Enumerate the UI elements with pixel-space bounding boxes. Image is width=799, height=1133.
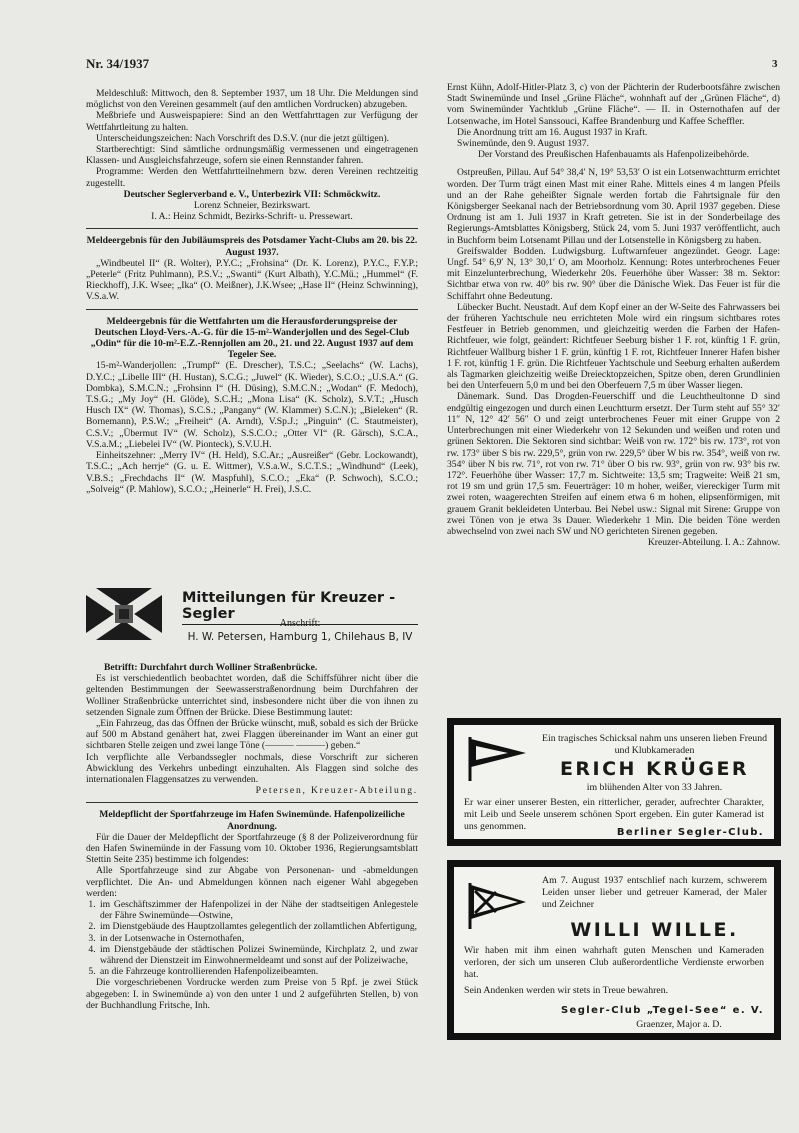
section-heading: Betrifft: Durchfahrt durch Wolliner Straßenbrücke. bbox=[104, 662, 318, 673]
office-list bbox=[86, 899, 418, 977]
section-heading: Meldeergebnis für die Wettfahrten um die Herausforderungspreise der Deutschen Lloyd-Vers.-A.-G. für die 15-m²-Wanderjollen und des Segel-Club „Odin“ für die 10-m²-E.Z.-Rennjollen am 20., 21. und 22. August 1937 auf dem Tegeler See. bbox=[90, 315, 414, 361]
signature-line: I. A.: Heinz Schmidt, Bezirks-Schrift- u. Pressewart. bbox=[151, 211, 353, 223]
paragraph: Unterscheidungszeichen: Nach Vorschrift des D.S.V. (nur die jetzt gültigen). bbox=[96, 132, 390, 144]
signature-line: Lorenz Schneier, Bezirkswart. bbox=[193, 200, 311, 212]
address: H. W. Petersen, Hamburg 1, Chilehaus B, IV bbox=[187, 631, 413, 643]
paragraph: Die Anordnung tritt am 16. August 1937 in Kraft. bbox=[457, 126, 648, 138]
list-item: 3. in der Lotsenwache in Osternothafen, bbox=[98, 933, 418, 944]
signature-org: Deutscher Seglerverband e. V., Unterbezirk VII: Schmöckwitz. bbox=[123, 188, 381, 200]
obit-text: Wir haben mit ihm einen wahrhaft guten Menschen und Kameraden verloren, der sich um unseren Club außerordentliche Verdienste erworben hat. bbox=[464, 945, 764, 981]
list-item: 5. an die Fahrzeuge kontrollierenden Hafenpolizeibeamten. bbox=[98, 966, 418, 977]
section-heading: Meldepflicht der Sportfahrzeuge im Hafen Swinemünde. Hafenpolizeiliche Anordnung. bbox=[99, 809, 405, 832]
cross-flag-icon bbox=[86, 588, 162, 640]
paragraph: Ernst Kühn, Adolf-Hitler-Platz 3, c) von der Pächterin der Ruderbootsfähre zwischen Stadt Swinemünde und Insel „Grüne Fläche“, wohnhaft auf der „Grünen Fläche“, d) vom Swinemünder Yachtklub „Grüne Fläche“. — II. in Osternothafen auf der Lotsenwache, im Hotel Sanssouci, Kaffee Brandenburg und Kaffee Scheffler. bbox=[447, 82, 780, 127]
obit-signer: Graenzer, Major a. D. bbox=[636, 1019, 722, 1030]
obituary-krueger bbox=[447, 718, 781, 846]
address-label: Anschrift: bbox=[279, 618, 321, 629]
notice-denmark: Dänemark. Sund. Das Drogden-Feuerschiff und die Leuchtheultonne D sind endgültig eingezogen und durch einen Leuchtturm ersetzt. Der Turm steht auf 55° 32′ 11″ N, 12° 42′ 56″ O und zeigt unterbrochenes Feuer mit einer Gruppe von 2 Unterbrechungen mit einer Wiederkehr von 12 Sekunden und weißen und roten und grünen Sektoren. Die Sektoren sind sichtbar: Weiß von rw. 172° bis rw. 173°, rot von rw. 173° über S bis rw. 229,5°, grün von rw. 229,5° über W bis rw. 354°, weiß von rw. 354° über N bis rw. 71°, rot von rw. 71° über O bis rw. 93°, grün von rw. 93° bis rw. 172°. Feuerhöhe über Wasser: 17,7 m. Sichtweite: 13,5 sm; Tragweite: Weiß 21 sm, rot 19 sm und grün 17,5 sm. Feuerträger: 10 m hoher, weißer, viereckiger Turm mit zwei roten, waagerechten Streifen auf einem etwa 6 m hohen, elipsenförmigen, mit grauem Granit bekleideten Unterbau. Bei Nebel usw.: Signal mit Sirene: Gruppe von zwei Tönen von je etwa 3s Dauer. Wiederkehr 1 Min. Die beiden Töne werden abwechselnd von zwei nach SW und NO gerichteten Sirenen gegeben. bbox=[447, 391, 780, 537]
obituary-wille bbox=[447, 860, 781, 1040]
paragraph: Für die Dauer der Meldepflicht der Sportfahrzeuge (§ 8 der Polizeiverordnung für den Hafen Swinemünde in der Fassung vom 10. Oktober 1936, Regierungsamtsblatt Stettin Seite 235) bestimme ich folgendes: bbox=[86, 831, 418, 866]
paragraph: Swinemünde, den 9. August 1937. bbox=[457, 138, 589, 150]
notice-greifswald: Greifswalder Bodden. Ludwigsburg. Luftwarnfeuer angezündet. Geogr. Lage: Ungf. 54° 6,9′ N, 13° 30,1′ O, am Moorholz. Kennung: Rotes unterbrochenes Feuer mit Einzelunterbrechung, Wiederkehr 20s. Feuerhöhe über Wasser: 38 m. Sektor: Sichtbar etwa von rw. 40° bis rw. 90° über die Dänische Wiek. Das Feuer ist für die Schiffahrt ohne Bedeutung. bbox=[447, 245, 780, 302]
obit-club: Segler-Club „Tegel-See“ e. V. bbox=[560, 1005, 764, 1016]
obit-text: Sein Andenken werden wir stets in Treue bewahren. bbox=[464, 985, 669, 996]
left-column-lower bbox=[86, 662, 418, 1011]
deceased-name: WILLI WILLE. bbox=[570, 919, 739, 941]
kreuzer-title: Mitteilungen für Kreuzer - Segler bbox=[182, 590, 418, 625]
obit-club: Berliner Segler-Club. bbox=[616, 827, 764, 838]
divider bbox=[86, 802, 418, 803]
list-item: 4. im Dienstgebäude der städtischen Polizei Swinemünde, Kirchplatz 2, und zwar während der Dienstzeit im Einwohnermeldeamt und sonst auf der Polizeiwache, bbox=[98, 944, 418, 966]
paragraph: „Windbeutel II“ (R. Wolter), P.Y.C.; „Frohsina“ (Dr. K. Lorenz), P.Y.C., F.Y.P.; „Peterle“ (Fritz Puhlmann), P.S.V.; „Swanti“ (Kurt Albath), Y.C.Mü.; „Hummel“ (F. Rieckhoff), J.K. Wsee; „Ika“ (O. Meißner), J.K.Wsee; „Hase II“ (Heinz Schwinning), V.S.a.W. bbox=[86, 257, 418, 303]
paragraph: Programme: Werden den Wettfahrtteilnehmern bzw. deren Vereinen rechtzeitig zugestellt. bbox=[86, 166, 418, 189]
obit-text: Er war einer unserer Besten, ein ritterlicher, gerader, aufrechter Charakter, mit Leib und Seele unserem schönen Sport ergeben. Ein guter Kamerad ist uns genommen. bbox=[464, 797, 764, 833]
signature-line: Der Vorstand des Preußischen Hafenbauamts als Hafenpolizeibehörde. bbox=[477, 149, 750, 161]
kreuzer-section-header bbox=[86, 588, 418, 670]
paragraph: 15-m²-Wanderjollen: „Trumpf“ (E. Drescher), T.S.C.; „Seelachs“ (W. Lachs), D.Y.C.; „Libelle III“ (H. Hustan), S.C.G.; „Juwel“ (K. Wieder), S.C.O.; „U.S.A.“ (G. Dombka), S.M.C.N.; „Frohsinn I“ (H. Düsing), S.M.C.N.; „Wodan“ (F. Medoch), T.S.G.; „My Joy“ (H. Glöde), S.C.H.; „Mona Lisa“ (K. Scholz), S.V.T.; „Husch Husch IX“ (W. Thomas), S.C.S.; „Pangany“ (W. Klammer) S.C.N.); „Bieleken“ (R. Bornemann), P.S.W.; „Freiheit“ (A. Arndt), V.Sp.J.; „Pinguin“ (C. Stautmeister), C.S.V.; „Übermut IV“ (W. Scholz), S.S.C.O.; „Otter VI“ (R. Gärsch), S.C.A., V.S.a.M.; „Liebelei IV“ (W. Pionteck), S.V.U.H. bbox=[86, 360, 418, 450]
notice-pillau: Ostpreußen, Pillau. Auf 54° 38,4′ N, 19° 53,53′ O ist ein Lotsenwachtturm errichtet worden. Der Turm trägt einen Mast mit einer Rahe. Mittels eines 4 m langen Pfeils und an der Rahe geheißter Signale werden fortab die Fahrtsignale für den Königsberger Seekanal nach der Betriebsordnung vom 30. April 1937 gegeben. Diese Ordnung ist am 1. Juli 1937 in Kraft getreten. Sie ist in der Sonderbeilage des Regierungs-Amtsblattes Königsberg, Stück 24, vom 5. Juni 1937 veröffentlicht, auch in Buchform beim Lotsenamt Pillau und der Lotsenstelle in Königsberg zu haben. bbox=[447, 167, 780, 246]
paragraph: Einheitszehner: „Merry IV“ (H. Held), S.C.Ar.; „Ausreißer“ (Gebr. Lockowandt), T.S.C.; „Ach herrje“ (G. u. E. Wittmer), V.S.a.W., S.C.T.S.; „Windhund“ (Leek), V.B.S.; „Frechdachs II“ (W. Maspfuhl), S.C.O.; „Eka“ (P. Schwoch), S.C.O.; „Solveig“ (P. Mahlow), S.C.O.; „Heinerle“ H. Frei), J.S.C. bbox=[86, 450, 418, 495]
divider bbox=[86, 309, 418, 310]
section-heading: Meldeergebnis für den Jubiläumspreis des Potsdamer Yacht-Clubs am 20. bis 22. August 1937. bbox=[86, 235, 418, 258]
signature-line: Petersen, Kreuzer-Abteilung. bbox=[255, 785, 418, 797]
signature-line: Kreuzer-Abteilung. I. A.: Zahnow. bbox=[647, 537, 780, 549]
obit-age: im blühenden Alter von 33 Jahren. bbox=[586, 782, 723, 793]
paragraph: Alle Sportfahrzeuge sind zur Abgabe von Personenan- und -abmeldungen verpflichtet. Die An- und Abmeldungen können nach eigener Wahl abgegeben werden: bbox=[86, 865, 418, 899]
list-item: 2. im Dienstgebäude des Hauptzollamtes gelegentlich der zollamtlichen Abfertigung, bbox=[98, 921, 418, 932]
divider bbox=[86, 228, 418, 229]
right-column bbox=[447, 82, 780, 548]
issue-number: Nr. 34/1937 bbox=[86, 56, 150, 71]
paragraph: Die vorgeschriebenen Vordrucke werden zum Preise von 5 Rpf. je zwei Stück abgegeben: I. in Swinemünde a) von den unter 1 und 2 aufgeführten Stellen, b) von der Buchhandlung Fritsche, Inh. bbox=[86, 977, 418, 1011]
paragraph: Meßbriefe und Ausweispapiere: Sind an den Wettfahrttagen zur Verfügung der Wettfahrtleitung zu halten. bbox=[86, 110, 418, 133]
paragraph: Meldeschluß: Mittwoch, den 8. September 1937, um 18 Uhr. Die Meldungen sind möglichst von den Vereinen gesammelt (auf den amtlichen Vordrucken) abzugeben. bbox=[86, 88, 418, 111]
pennant-flag-icon bbox=[466, 881, 528, 929]
left-column bbox=[86, 88, 418, 495]
pennant-flag-icon bbox=[466, 735, 528, 781]
obit-intro: Am 7. August 1937 entschlief nach kurzem, schwerem Leiden unser lieber und getreuer Kamerad, der Maler und Zeichner bbox=[542, 875, 767, 911]
deceased-name: ERICH KRÜGER bbox=[559, 758, 750, 780]
quote-paragraph: „Ein Fahrzeug, das das Öffnen der Brücke wünscht, muß, sobald es sich der Brücke auf 500 m Abstand genähert hat, zwei Flaggen übereinander im Want an einer gut sichtbaren Stelle zeigen und zwei lange Töne (——— ———) geben.“ bbox=[86, 718, 418, 752]
obit-intro: Ein tragisches Schicksal nahm uns unseren lieben Freund und Klubkameraden bbox=[542, 733, 768, 757]
paragraph: Ich verpflichte alle Verbandssegler nochmals, diese Vorschrift zur sicheren Abwicklung des Verkehrs unbedingt einzuhalten. Als Flaggen sind solche des internationalen Flaggensatzes zu verwenden. bbox=[86, 751, 418, 786]
page-number: 3 bbox=[772, 58, 778, 70]
paragraph: Es ist verschiedentlich beobachtet worden, daß die Schiffsführer nicht über die geltenden Bestimmungen der Seewasserstraßenordnung beim Durchfahren der Wolliner Straßenbrücke unterrichtet sind, insbesondere nicht über die von ihnen zu setzenden Signale zum Öffnen der Brücke. Diese Bestimmung lautet: bbox=[86, 673, 418, 718]
paragraph: Startberechtigt: Sind sämtliche ordnungsmäßig vermessenen und eingetragenen Klassen- und Ausgleichsfahrzeuge, sofern sie einen Rennstander fahren. bbox=[86, 144, 418, 167]
list-item: 1. im Geschäftszimmer der Hafenpolizei in der Nähe der stadtseitigen Anlegestele der Fähre Swinemünde—Ostwine, bbox=[98, 899, 418, 921]
notice-luebeck: Lübecker Bucht. Neustadt. Auf dem Kopf einer an der W-Seite des Fahrwassers bei der früheren Yachtschule neu errichteten Mole wird ein ringsum sichtbares rotes Festfeuer in Betrieb genommen, und gleichzeitig werden die Farben der Hafen-Richtfeuer, wie folgt, geändert: Richtfeuer Seeburg bisher 1 F. rot, künftig 1 F. grün, Richtfeuer Wallburg bisher 1 F. grün, künftig 1 F. rot, Richtfeuer Innerer Hafen bisher 1 F. rot, künftig 1 F. grün. Die Richtfeuer Yachtschule und Seeburg erhalten außerdem als Tagmarken gleichzeitig weiße Dreiecktopzeichen, Spitze oben, deren Grundlinien bei den Unterfeuern 5,0 m und bei den Oberfeuern 7,5 m über Wasser liegen. bbox=[447, 301, 780, 392]
